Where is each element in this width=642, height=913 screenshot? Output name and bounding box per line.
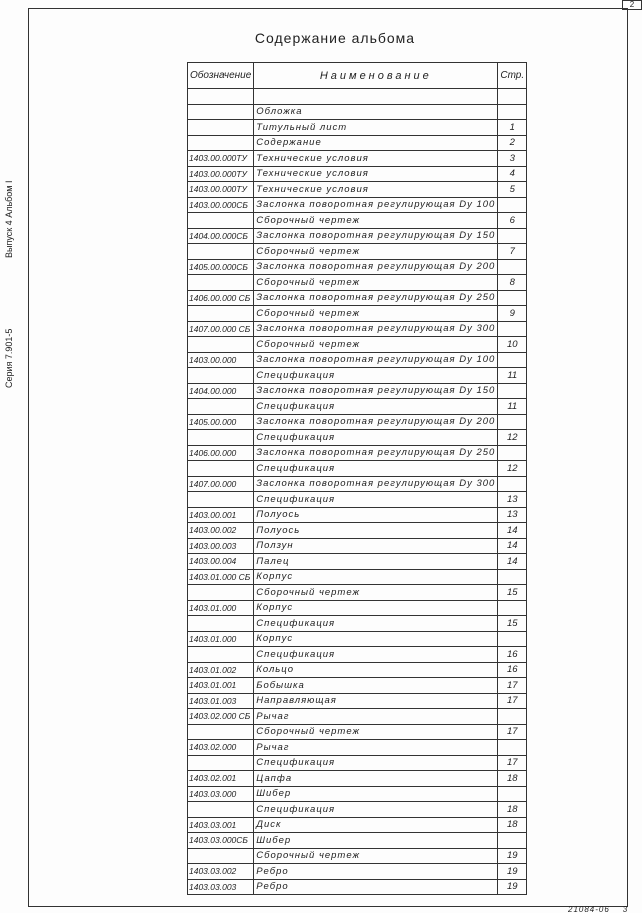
page-cell [498, 414, 527, 430]
page-cell: 17 [498, 693, 527, 709]
name-cell: Заслонка поворотная регулирующая Dy 100 [254, 352, 498, 368]
page-cell [498, 600, 527, 616]
name-cell: Корпус [254, 569, 498, 585]
designation-cell [188, 848, 254, 864]
designation-cell [188, 213, 254, 229]
name-cell: Сборочный чертеж [254, 306, 498, 322]
designation-cell: 1407.00.000 [188, 476, 254, 492]
table-row [188, 135, 527, 151]
designation-cell: 1406.00.000 СБ [188, 290, 254, 306]
name-cell: Спецификация [254, 492, 498, 508]
table-row [188, 321, 527, 337]
designation-cell: 1403.00.004 [188, 554, 254, 570]
designation-cell [188, 802, 254, 818]
page-cell: 7 [498, 244, 527, 260]
designation-cell: 1403.00.000ТУ [188, 166, 254, 182]
designation-cell: 1403.00.000 [188, 352, 254, 368]
designation-cell: 1403.00.000ТУ [188, 151, 254, 167]
table-row [188, 414, 527, 430]
series-label: Серия 7.901-5 [4, 328, 14, 388]
page-cell: 17 [498, 678, 527, 694]
page-cell: 19 [498, 879, 527, 895]
name-cell: Сборочный чертеж [254, 244, 498, 260]
name-cell: Полуось [254, 523, 498, 539]
table-row [188, 554, 527, 570]
page-cell [498, 228, 527, 244]
name-cell: Сборочный чертеж [254, 724, 498, 740]
footer-sheet: 3 [622, 905, 629, 913]
designation-cell: 1403.01.002 [188, 662, 254, 678]
designation-cell: 1403.00.003 [188, 538, 254, 554]
page-cell [498, 321, 527, 337]
name-cell: Заслонка поворотная регулирующая Dy 200 [254, 414, 498, 430]
name-cell: Полуось [254, 507, 498, 523]
designation-cell [188, 306, 254, 322]
page-cell [498, 352, 527, 368]
designation-cell [188, 120, 254, 136]
page-cell: 18 [498, 802, 527, 818]
table-row [188, 879, 527, 895]
name-cell: Рычаг [254, 709, 498, 725]
name-cell [254, 89, 498, 105]
page-cell [498, 104, 527, 120]
page-cell: 13 [498, 507, 527, 523]
designation-cell [188, 275, 254, 291]
designation-cell [188, 430, 254, 446]
page-cell: 11 [498, 368, 527, 384]
table-row [188, 631, 527, 647]
table-row [188, 848, 527, 864]
table-row [188, 104, 527, 120]
table-row [188, 817, 527, 833]
name-cell: Заслонка поворотная регулирующая Dy 250 [254, 290, 498, 306]
table-row [188, 120, 527, 136]
designation-cell [188, 755, 254, 771]
table-row [188, 399, 527, 415]
table-row [188, 538, 527, 554]
table-row [188, 275, 527, 291]
name-cell: Технические условия [254, 151, 498, 167]
table-row [188, 569, 527, 585]
table-row [188, 662, 527, 678]
page-cell: 8 [498, 275, 527, 291]
page-cell: 11 [498, 399, 527, 415]
table-row [188, 693, 527, 709]
designation-cell: 1403.03.003 [188, 879, 254, 895]
name-cell: Ползун [254, 538, 498, 554]
page-cell: 1 [498, 120, 527, 136]
designation-cell [188, 244, 254, 260]
designation-cell: 1403.01.001 [188, 678, 254, 694]
page-cell [498, 383, 527, 399]
name-cell: Бобышка [254, 678, 498, 694]
designation-cell: 1403.02.000 [188, 740, 254, 756]
page-cell: 15 [498, 585, 527, 601]
table-row [188, 89, 527, 105]
name-cell: Ребро [254, 864, 498, 880]
page-cell: 19 [498, 864, 527, 880]
table-row [188, 678, 527, 694]
page-cell: 12 [498, 461, 527, 477]
name-cell: Сборочный чертеж [254, 213, 498, 229]
designation-cell: 1403.00.001 [188, 507, 254, 523]
page-cell [498, 786, 527, 802]
table-row [188, 476, 527, 492]
designation-cell: 1403.03.001 [188, 817, 254, 833]
table-row [188, 383, 527, 399]
table-row [188, 802, 527, 818]
table-row [188, 492, 527, 508]
table-row [188, 600, 527, 616]
table-row [188, 368, 527, 384]
page-cell: 4 [498, 166, 527, 182]
page-cell: 2 [498, 135, 527, 151]
table-row [188, 585, 527, 601]
name-cell: Диск [254, 817, 498, 833]
page-cell: 16 [498, 662, 527, 678]
designation-cell: 1403.03.002 [188, 864, 254, 880]
name-cell: Спецификация [254, 368, 498, 384]
page-cell: 14 [498, 523, 527, 539]
name-cell: Технические условия [254, 182, 498, 198]
designation-cell: 1403.00.000СБ [188, 197, 254, 213]
table-row [188, 259, 527, 275]
name-cell: Обложка [254, 104, 498, 120]
designation-cell [188, 616, 254, 632]
designation-cell: 1404.00.000 [188, 383, 254, 399]
name-cell: Спецификация [254, 430, 498, 446]
designation-cell [188, 399, 254, 415]
name-cell: Заслонка поворотная регулирующая Dy 100 [254, 197, 498, 213]
designation-cell [188, 89, 254, 105]
page-cell: 9 [498, 306, 527, 322]
name-cell: Шибер [254, 833, 498, 849]
name-cell: Технические условия [254, 166, 498, 182]
table-row [188, 724, 527, 740]
table-row [188, 306, 527, 322]
name-cell: Палец [254, 554, 498, 570]
page-cell: 17 [498, 724, 527, 740]
page-cell [498, 631, 527, 647]
name-cell: Спецификация [254, 755, 498, 771]
name-cell: Корпус [254, 631, 498, 647]
designation-cell: 1403.01.000 [188, 600, 254, 616]
table-row [188, 352, 527, 368]
designation-cell: 1405.00.000 [188, 414, 254, 430]
page-cell [498, 833, 527, 849]
page-cell: 13 [498, 492, 527, 508]
designation-cell: 1404.00.000СБ [188, 228, 254, 244]
table-row [188, 523, 527, 539]
page-cell [498, 476, 527, 492]
page-cell [498, 569, 527, 585]
name-cell: Спецификация [254, 399, 498, 415]
table-row [188, 771, 527, 787]
designation-cell [188, 492, 254, 508]
name-cell: Рычаг [254, 740, 498, 756]
name-cell: Заслонка поворотная регулирующая Dy 250 [254, 445, 498, 461]
name-cell: Спецификация [254, 802, 498, 818]
designation-cell [188, 135, 254, 151]
document-code: 21084-06 [568, 905, 610, 913]
page-cell: 19 [498, 848, 527, 864]
issue-label: Выпуск 4 Альбом I [4, 180, 14, 258]
name-cell: Титульный лист [254, 120, 498, 136]
table-row [188, 616, 527, 632]
table-row [188, 864, 527, 880]
page-cell: 18 [498, 771, 527, 787]
table-row [188, 182, 527, 198]
table-row [188, 213, 527, 229]
table-row [188, 647, 527, 663]
table-row [188, 430, 527, 446]
designation-cell: 1403.01.003 [188, 693, 254, 709]
table-row [188, 228, 527, 244]
name-cell: Сборочный чертеж [254, 848, 498, 864]
table-row [188, 445, 527, 461]
table-row [188, 337, 527, 353]
designation-cell [188, 461, 254, 477]
page-cell [498, 259, 527, 275]
page-cell [498, 740, 527, 756]
page-cell: 5 [498, 182, 527, 198]
designation-cell [188, 368, 254, 384]
designation-cell: 1405.00.000СБ [188, 259, 254, 275]
designation-cell: 1403.00.002 [188, 523, 254, 539]
name-cell: Шибер [254, 786, 498, 802]
page-cell [498, 445, 527, 461]
designation-cell [188, 337, 254, 353]
designation-cell [188, 724, 254, 740]
name-cell: Корпус [254, 600, 498, 616]
name-cell: Заслонка поворотная регулирующая Dy 300 [254, 476, 498, 492]
contents-table [187, 62, 527, 895]
header-designation: Обозначение [188, 63, 254, 89]
designation-cell: 1403.01.000 [188, 631, 254, 647]
name-cell: Заслонка поворотная регулирующая Dy 150 [254, 383, 498, 399]
page-cell: 6 [498, 213, 527, 229]
table-row [188, 461, 527, 477]
page-cell: 12 [498, 430, 527, 446]
name-cell: Цапфа [254, 771, 498, 787]
table-row [188, 244, 527, 260]
table-row [188, 507, 527, 523]
table-row [188, 786, 527, 802]
table-row [188, 755, 527, 771]
page-cell: 14 [498, 538, 527, 554]
page-cell: 10 [498, 337, 527, 353]
name-cell: Заслонка поворотная регулирующая Dy 300 [254, 321, 498, 337]
name-cell: Ребро [254, 879, 498, 895]
name-cell: Сборочный чертеж [254, 337, 498, 353]
footer-code [568, 905, 628, 913]
table-row [188, 833, 527, 849]
table-row [188, 151, 527, 167]
designation-cell: 1407.00.000 СБ [188, 321, 254, 337]
designation-cell: 1403.02.000 СБ [188, 709, 254, 725]
name-cell: Направляющая [254, 693, 498, 709]
designation-cell: 1403.03.000 [188, 786, 254, 802]
name-cell: Заслонка поворотная регулирующая Dy 200 [254, 259, 498, 275]
page-cell [498, 709, 527, 725]
sheet-number: 2 [622, 0, 642, 10]
designation-cell [188, 647, 254, 663]
designation-cell: 1403.00.000ТУ [188, 182, 254, 198]
page-cell: 18 [498, 817, 527, 833]
designation-cell [188, 585, 254, 601]
table-row [188, 709, 527, 725]
header-page: Стр. [498, 63, 527, 89]
name-cell: Спецификация [254, 647, 498, 663]
page-cell: 16 [498, 647, 527, 663]
designation-cell: 1406.00.000 [188, 445, 254, 461]
name-cell: Спецификация [254, 616, 498, 632]
table-row [188, 197, 527, 213]
name-cell: Кольцо [254, 662, 498, 678]
page-cell [498, 290, 527, 306]
page-cell: 15 [498, 616, 527, 632]
name-cell: Спецификация [254, 461, 498, 477]
designation-cell [188, 104, 254, 120]
page-cell: 3 [498, 151, 527, 167]
page-cell: 14 [498, 554, 527, 570]
name-cell: Сборочный чертеж [254, 585, 498, 601]
page-cell: 17 [498, 755, 527, 771]
name-cell: Содержание [254, 135, 498, 151]
page-cell [498, 89, 527, 105]
table-row [188, 166, 527, 182]
header-name: Наименование [254, 63, 498, 89]
designation-cell: 1403.03.000СБ [188, 833, 254, 849]
designation-cell: 1403.01.000 СБ [188, 569, 254, 585]
table-header [188, 63, 527, 89]
table-row [188, 290, 527, 306]
page-title: Содержание альбома [254, 30, 416, 46]
table-row [188, 740, 527, 756]
page-cell [498, 197, 527, 213]
designation-cell: 1403.02.001 [188, 771, 254, 787]
name-cell: Заслонка поворотная регулирующая Dy 150 [254, 228, 498, 244]
name-cell: Сборочный чертеж [254, 275, 498, 291]
